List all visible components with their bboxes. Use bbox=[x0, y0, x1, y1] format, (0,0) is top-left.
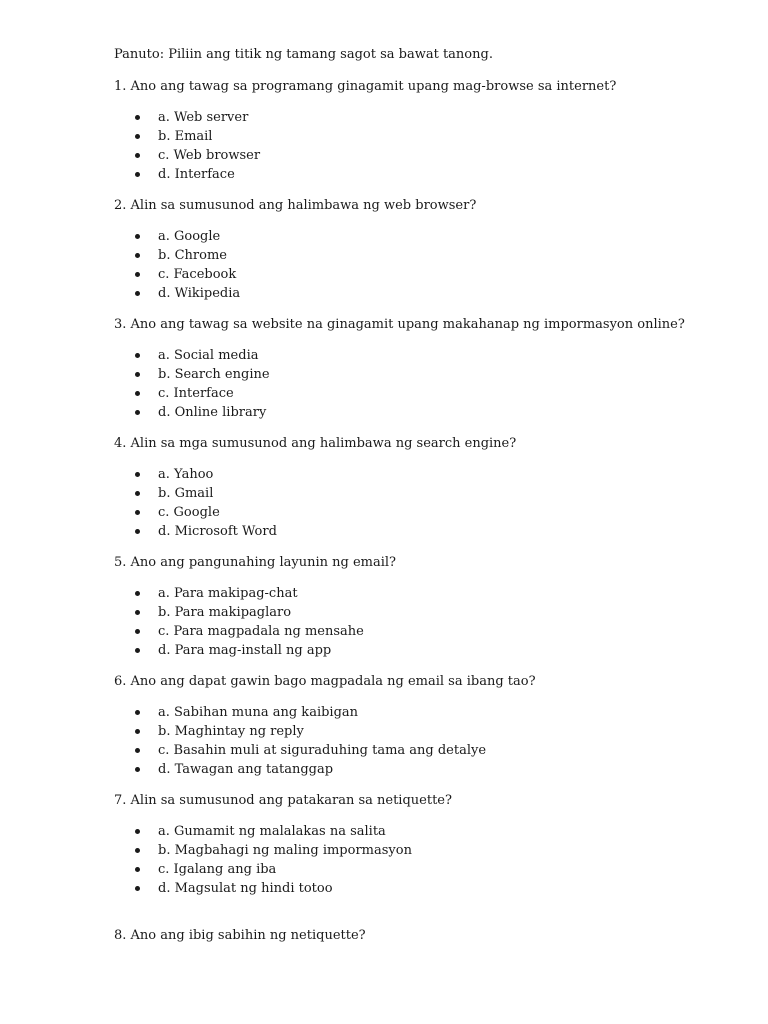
question-6: 6. Ano ang dapat gawin bago magpadala ng email sa ibang tao? bbox=[114, 674, 536, 689]
bullet-icon bbox=[135, 272, 140, 277]
choice-list-6 bbox=[114, 703, 734, 779]
choice-label: d. Para mag-install ng app bbox=[158, 643, 332, 658]
bullet-icon bbox=[135, 629, 140, 634]
bullet-icon bbox=[135, 353, 140, 358]
choice-label: c. Web browser bbox=[158, 148, 261, 163]
bullet-icon bbox=[135, 886, 140, 891]
choice-5b bbox=[114, 603, 734, 622]
choice-label: a. Google bbox=[158, 229, 221, 244]
choice-list-4 bbox=[114, 465, 734, 541]
choice-label: b. Maghintay ng reply bbox=[158, 724, 304, 739]
bullet-icon bbox=[135, 172, 140, 177]
choice-label: d. Tawagan ang tatanggap bbox=[158, 762, 334, 777]
choice-3b bbox=[114, 365, 734, 384]
bullet-icon bbox=[135, 134, 140, 139]
choice-2c bbox=[114, 265, 734, 284]
bullet-icon bbox=[135, 767, 140, 772]
choice-label: c. Facebook bbox=[158, 267, 237, 282]
bullet-icon bbox=[135, 391, 140, 396]
choice-1b bbox=[114, 127, 734, 146]
choice-2d bbox=[114, 284, 734, 303]
choice-list-3 bbox=[114, 346, 734, 422]
choice-label: c. Interface bbox=[158, 386, 234, 401]
choice-4d bbox=[114, 522, 734, 541]
choice-label: a. Sabihan muna ang kaibigan bbox=[158, 705, 359, 720]
choice-label: d. Interface bbox=[158, 167, 235, 182]
question-2: 2. Alin sa sumusunod ang halimbawa ng web browser? bbox=[114, 198, 477, 213]
bullet-icon bbox=[135, 591, 140, 596]
choice-label: b. Para makipaglaro bbox=[158, 605, 292, 620]
bullet-icon bbox=[135, 748, 140, 753]
choice-label: a. Yahoo bbox=[158, 467, 214, 482]
choice-label: b. Chrome bbox=[158, 248, 227, 263]
choice-4c bbox=[114, 503, 734, 522]
choice-6c bbox=[114, 741, 734, 760]
choice-label: d. Online library bbox=[158, 405, 267, 420]
choice-label: d. Microsoft Word bbox=[158, 524, 277, 539]
choice-5d bbox=[114, 641, 734, 660]
document-page bbox=[114, 45, 734, 957]
question-5: 5. Ano ang pangunahing layunin ng email? bbox=[114, 555, 396, 570]
choice-6b bbox=[114, 722, 734, 741]
bullet-icon bbox=[135, 829, 140, 834]
question-4: 4. Alin sa mga sumusunod ang halimbawa ng search engine? bbox=[114, 436, 517, 451]
choice-label: d. Wikipedia bbox=[158, 286, 241, 301]
bullet-icon bbox=[135, 710, 140, 715]
choice-list-7 bbox=[114, 822, 734, 898]
bullet-icon bbox=[135, 372, 140, 377]
choice-label: c. Basahin muli at siguraduhing tama ang detalye bbox=[158, 743, 487, 758]
question-7: 7. Alin sa sumusunod ang patakaran sa netiquette? bbox=[114, 793, 452, 808]
choice-7b bbox=[114, 841, 734, 860]
question-8: 8. Ano ang ibig sabihin ng netiquette? bbox=[114, 928, 366, 943]
choice-6d bbox=[114, 760, 734, 779]
choice-6a bbox=[114, 703, 734, 722]
choice-label: d. Magsulat ng hindi totoo bbox=[158, 881, 333, 896]
bullet-icon bbox=[135, 253, 140, 258]
choice-label: b. Gmail bbox=[158, 486, 214, 501]
choice-label: a. Web server bbox=[158, 110, 249, 125]
bullet-icon bbox=[135, 291, 140, 296]
choice-list-5 bbox=[114, 584, 734, 660]
bullet-icon bbox=[135, 115, 140, 120]
choice-2a bbox=[114, 227, 734, 246]
choice-2b bbox=[114, 246, 734, 265]
choice-label: b. Search engine bbox=[158, 367, 270, 382]
choice-5c bbox=[114, 622, 734, 641]
choice-4a bbox=[114, 465, 734, 484]
choice-5a bbox=[114, 584, 734, 603]
bullet-icon bbox=[135, 848, 140, 853]
choice-1c bbox=[114, 146, 734, 165]
bullet-icon bbox=[135, 153, 140, 158]
bullet-icon bbox=[135, 867, 140, 872]
choice-label: a. Gumamit ng malalakas na salita bbox=[158, 824, 386, 839]
choice-1d bbox=[114, 165, 734, 184]
question-3: 3. Ano ang tawag sa website na ginagamit upang makahanap ng impormasyon online? bbox=[114, 317, 685, 332]
bullet-icon bbox=[135, 472, 140, 477]
choice-4b bbox=[114, 484, 734, 503]
bullet-icon bbox=[135, 610, 140, 615]
choice-3a bbox=[114, 346, 734, 365]
bullet-icon bbox=[135, 648, 140, 653]
choice-7c bbox=[114, 860, 734, 879]
choice-label: c. Para magpadala ng mensahe bbox=[158, 624, 364, 639]
question-1: 1. Ano ang tawag sa programang ginagamit upang mag-browse sa internet? bbox=[114, 79, 617, 94]
instruction-text: Panuto: Piliin ang titik ng tamang sagot sa bawat tanong. bbox=[114, 47, 493, 62]
choice-list-2 bbox=[114, 227, 734, 303]
choice-7a bbox=[114, 822, 734, 841]
choice-label: b. Email bbox=[158, 129, 213, 144]
choice-3c bbox=[114, 384, 734, 403]
bullet-icon bbox=[135, 529, 140, 534]
bullet-icon bbox=[135, 729, 140, 734]
choice-label: c. Igalang ang iba bbox=[158, 862, 277, 877]
bullet-icon bbox=[135, 234, 140, 239]
bullet-icon bbox=[135, 410, 140, 415]
bullet-icon bbox=[135, 510, 140, 515]
bullet-icon bbox=[135, 491, 140, 496]
choice-label: a. Social media bbox=[158, 348, 259, 363]
choice-label: a. Para makipag-chat bbox=[158, 586, 298, 601]
choice-list-1 bbox=[114, 108, 734, 184]
choice-label: b. Magbahagi ng maling impormasyon bbox=[158, 843, 412, 858]
choice-3d bbox=[114, 403, 734, 422]
choice-label: c. Google bbox=[158, 505, 220, 520]
choice-7d bbox=[114, 879, 734, 898]
choice-1a bbox=[114, 108, 734, 127]
